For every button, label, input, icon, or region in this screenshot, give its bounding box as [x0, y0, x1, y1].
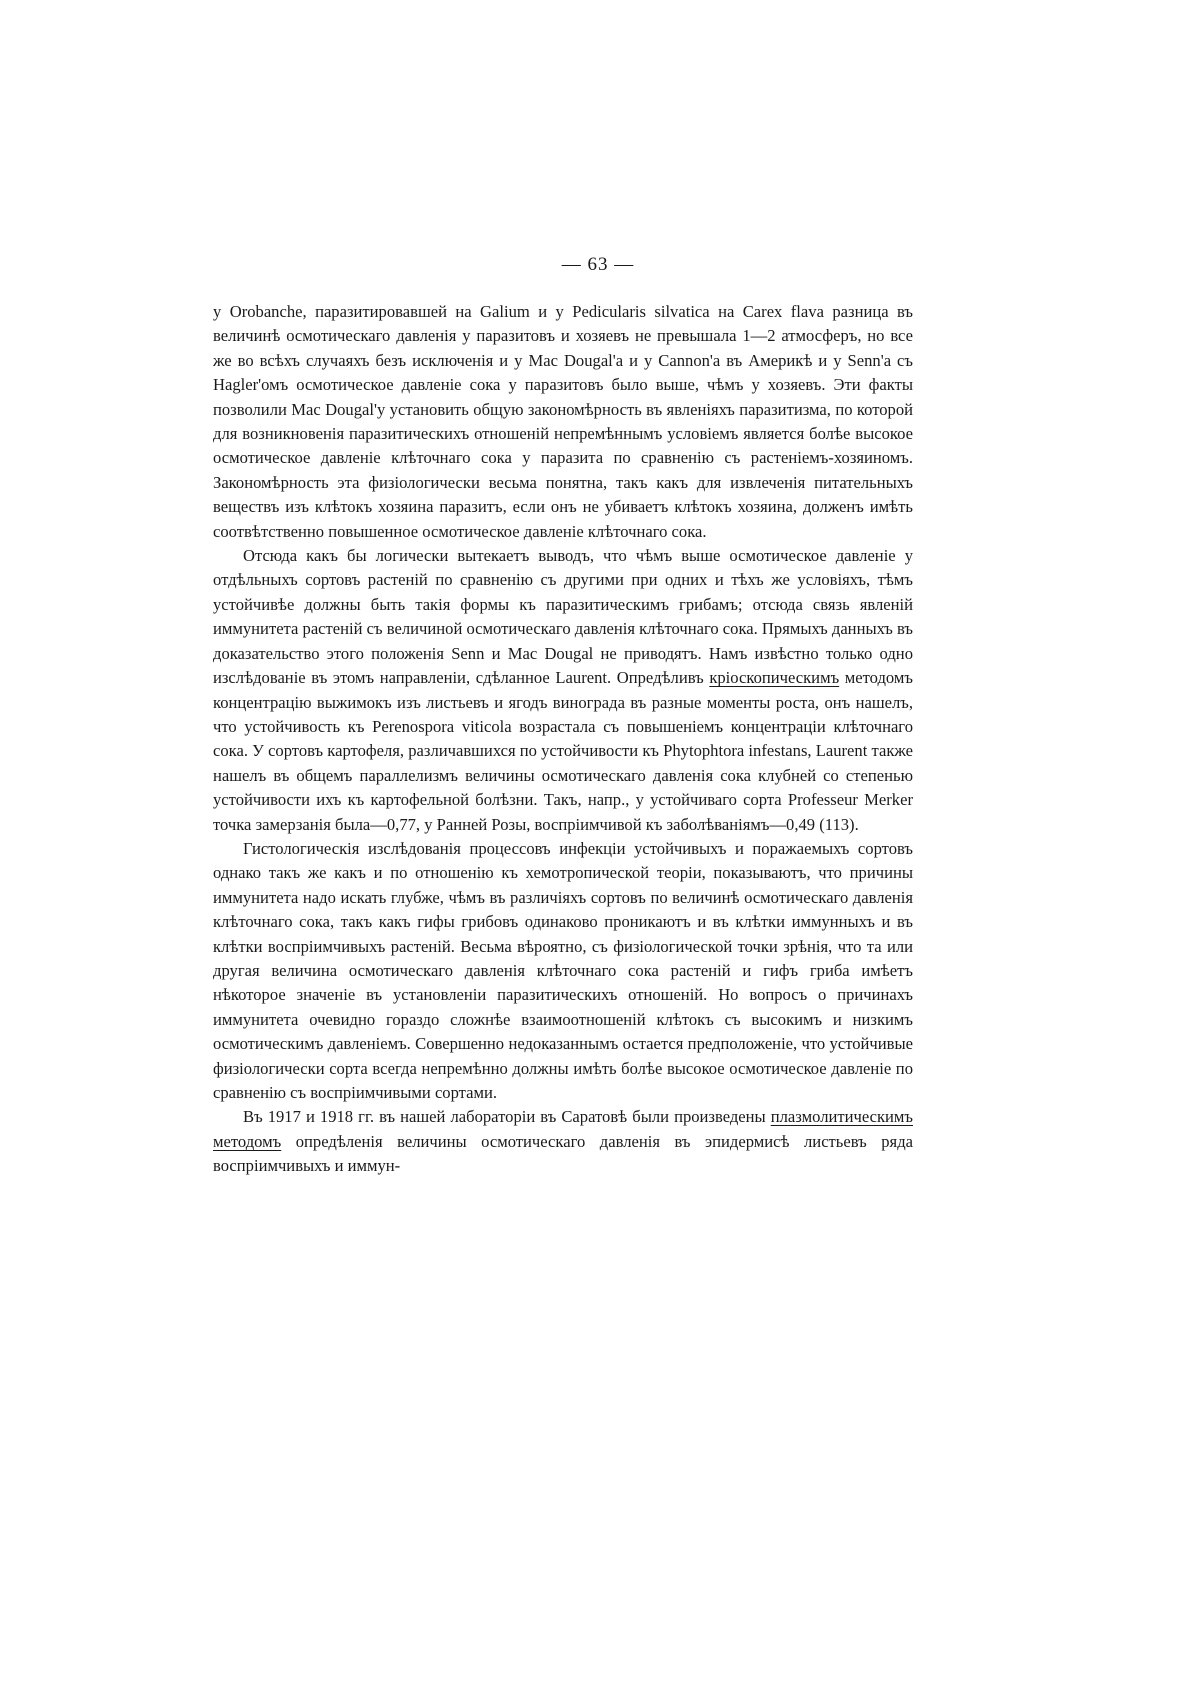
- paragraph-1-text: у Orobanche, паразитировавшей на Galium и у Pedicularis silvatica на Carex flava разница въ величинѣ осмотическаго давленія у паразитовъ и хозяевъ не превышала 1—2 атмосферъ, но все же во всѣхъ случаяхъ безъ исключенія и у Mac Dougal'а и у Cannon'а въ Америкѣ и у Senn'а съ Hagler'омъ осмотическое давленіе сока у паразитовъ было выше, чѣмъ у хозяевъ. Эти факты позволили Mac Dougal'у установить общую закономѣрность въ явленіяхъ паразитизма, по которой для возникновенія паразитическихъ отношеній непремѣннымъ условіемъ является болѣе высокое осмотическое давленіе клѣточнаго сока у паразита по сравненію съ растеніемъ-хозяиномъ. Закономѣрность эта физіологически весьма понятна, такъ какъ для извлеченія питательныхъ веществъ изъ клѣтокъ хозяина паразитъ, если онъ не убиваетъ клѣтокъ хозяина, долженъ имѣть соотвѣтственно повышенное осмотическое давленіе клѣточнаго сока.: [213, 302, 913, 541]
- paragraph-4-text-end: опредѣленія величины осмотическаго давленія въ эпидермисѣ листьевъ ряда воспріимчивыхъ и иммун-: [213, 1131, 913, 1176]
- underlined-term-plasmolytic: плазмолитическимъ методомъ: [213, 1107, 913, 1151]
- page-number: — 63 —: [561, 254, 635, 275]
- paragraph-1: [213, 300, 913, 544]
- paragraph-2-text-end: методомъ концентрацію выжимокъ изъ листьевъ и ягодъ винограда въ разные моменты роста, онъ нашелъ, что устойчивость къ Perenospora viticola возрастала съ повышеніемъ концентраціи клѣточнаго сока. У сортовъ картофеля, различавшихся по устойчивости къ Phytophtora infestans, Laurent также нашелъ въ общемъ параллелизмъ величины осмотическаго давленія сока клубней со степенью устойчивости ихъ къ картофельной болѣзни. Такъ, напр., у устойчиваго сорта Professeur Merker точка замерзанія была—0,77, у Ранней Розы, воспріимчивой къ заболѣваніямъ—0,49 (113).: [213, 668, 913, 834]
- underlined-term-cryoscopic: кріоскопическимъ: [709, 668, 840, 688]
- paragraph-4: [213, 1105, 913, 1178]
- paragraph-4-text-start: Въ 1917 и 1918 гг. въ нашей лабораторіи въ Саратовѣ были произведены: [243, 1107, 771, 1127]
- paragraph-3-text: Гистологическія изслѣдованія процессовъ инфекціи устойчивыхъ и поражаемыхъ сортовъ однако такъ же какъ и по отношенію къ хемотропической теоріи, показываютъ, что причины иммунитета надо искать глубже, чѣмъ въ различіяхъ сортовъ по величинѣ осмотическаго давленія клѣточнаго сока, такъ какъ гифы грибовъ одинаково проникаютъ и въ клѣтки иммунныхъ и въ клѣтки воспріимчивыхъ растеній. Весьма вѣроятно, съ физіологической точки зрѣнія, что та или другая величина осмотическаго давленія клѣточнаго сока растеній и гифъ гриба имѣетъ нѣкоторое значеніе въ установленіи паразитическихъ отношеній. Но вопросъ о причинахъ иммунитета очевидно гораздо сложнѣе взаимоотношеній клѣтокъ съ высокимъ и низкимъ осмотическимъ давленіемъ. Совершенно недоказаннымъ остается предположеніе, что устойчивые физіологически сорта всегда непремѣнно должны имѣть болѣе высокое осмотическое давленіе по сравненію съ воспріимчивыми сортами.: [213, 838, 913, 1102]
- paragraph-2: [213, 544, 913, 837]
- paragraph-2-text-start: Отсюда какъ бы логически вытекаетъ выводъ, что чѣмъ выше осмотическое давленіе у отдѣльныхъ сортовъ растеній по сравненію съ другими при одних и тѣхъ же условіяхъ, тѣмъ устойчивѣе должны быть такія формы къ паразитическимъ грибамъ; отсюда связь явленій иммунитета растеній съ величиной осмотическаго давленія клѣточнаго сока. Прямыхъ данныхъ въ доказательство этого положенія Senn и Mac Dougal не приводятъ. Намъ извѣстно только одно изслѣдованіе въ этомъ направленіи, сдѣланное Laurent. Опредѣливъ: [213, 546, 913, 688]
- body-text: [213, 300, 913, 1179]
- paragraph-3: [213, 837, 913, 1105]
